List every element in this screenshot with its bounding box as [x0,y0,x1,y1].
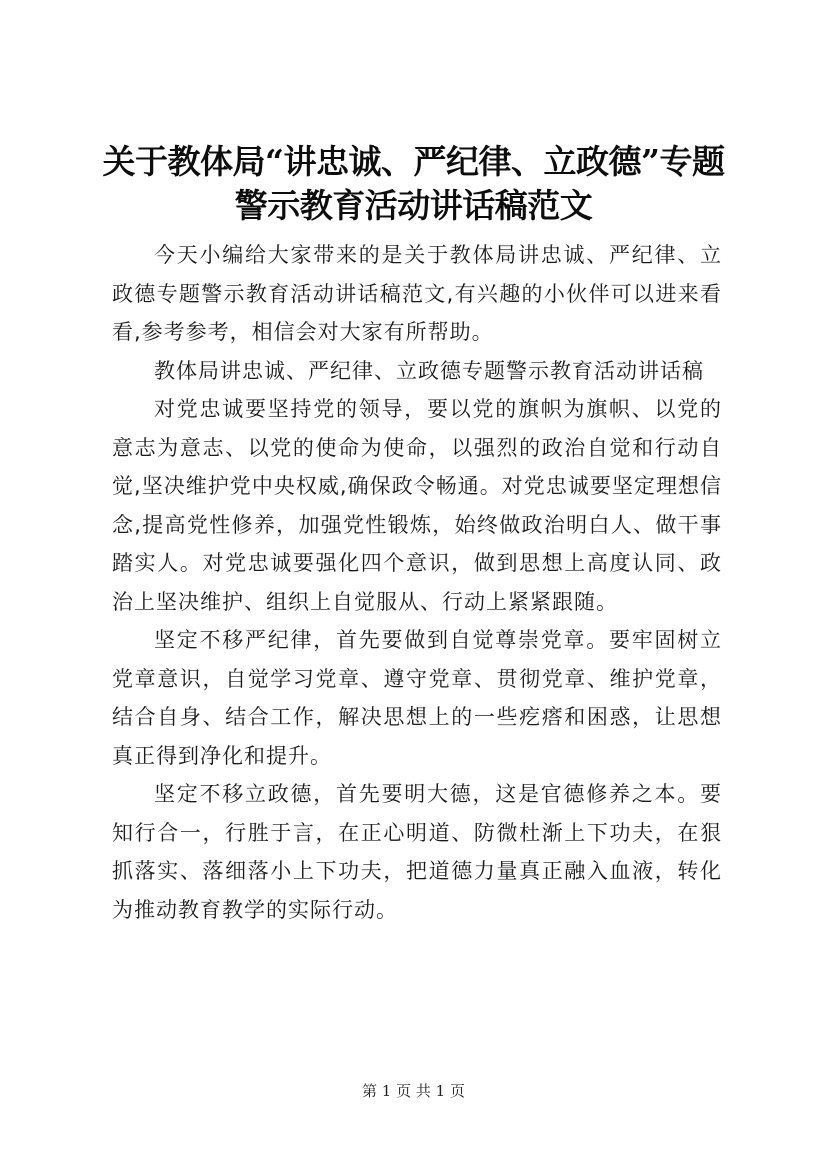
intro-paragraph: 今天小编给大家带来的是关于教体局讲忠诚、严纪律、立政德专题警示教育活动讲话稿范文,有兴趣的小伙伴可以进来看看,参考参考，相信会对大家有所帮助。 [112,243,722,344]
loyalty-paragraph: 对党忠诚要坚持党的领导，要以党的旗帜为旗帜、以党的意志为意志、以党的使命为使命，以强烈的政治自觉和行动自觉,坚决维护党中央权威,确保政令畅通。对党忠诚要坚定理想信念,提高党性修养，加强党性锻炼，始终做政治明白人、做干事踏实人。对党忠诚要强化四个意识，做到思想上高度认同、政治上坚决维护、组织上自觉服从、行动上紧紧跟随。 [112,397,722,614]
document-title [100,140,727,228]
discipline-paragraph: 坚定不移严纪律，首先要做到自觉尊崇党章。要牢固树立党章意识，自觉学习党章、遵守党章、贯彻党章、维护党章，结合自身、结合工作，解决思想上的一些疙瘩和困惑，让思想真正得到净化和提升。 [112,628,722,768]
title-line-1: 关于教体局“讲忠诚、严纪律、立政德”专题 [102,142,725,181]
page-number-footer: 第 1 页 共 1 页 [362,1082,465,1100]
document-body [112,236,722,929]
title-line-2: 警示教育活动讲话稿范文 [234,186,593,225]
section-heading: 教体局讲忠诚、严纪律、立政德专题警示教育活动讲话稿 [154,358,704,383]
ethics-paragraph: 坚定不移立政德，首先要明大德，这是官德修养之本。要知行合一，行胜于言，在正心明道、防微杜渐上下功夫，在狠抓落实、落细落小上下功夫，把道德力量真正融入血液，转化为推动教育教学的实际行动。 [112,782,722,922]
